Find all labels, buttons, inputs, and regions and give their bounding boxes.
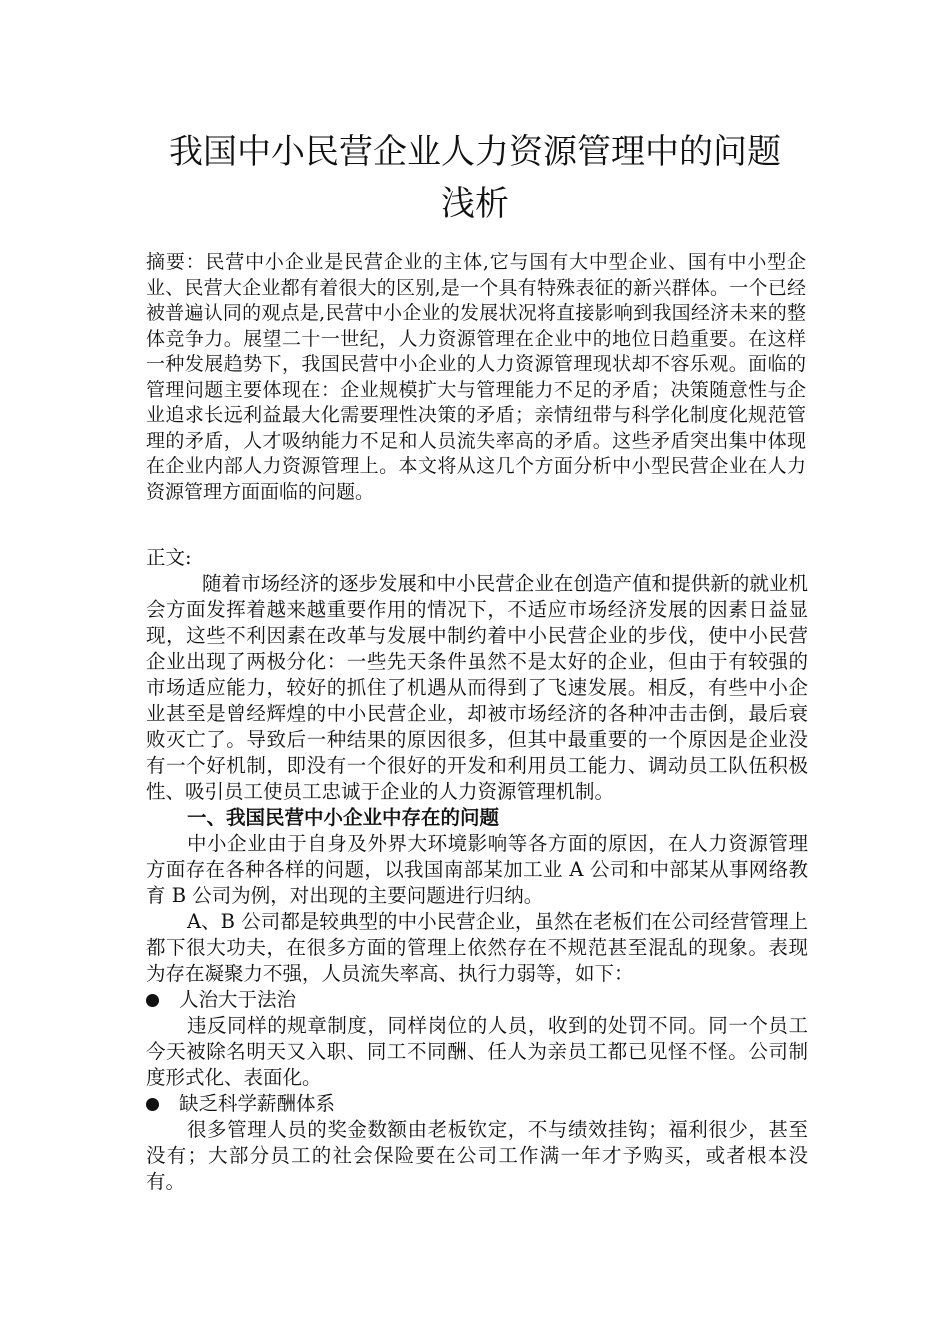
title-line-1: 我国中小民营企业人力资源管理中的问题: [169, 132, 781, 172]
document-title: [120, 126, 830, 230]
title-line-2: 浅析: [441, 184, 509, 224]
section-heading-1: 一、我国民营中小企业中存在的问题: [187, 806, 500, 829]
body-label: 正文:: [146, 546, 192, 569]
section1-paragraph-2: A、B 公司都是较典型的中小民营企业，虽然在老板们在公司经营管理上都下很大功夫，在很多方面的管理上依然存在不规范甚至混乱的现象。表现为存在凝聚力不强，人员流失率高、执行力弱等，如下：: [146, 910, 808, 985]
abstract-paragraph: 摘要：民营中小企业是民营企业的主体,它与国有大中型企业、国有中小型企业、民营大企业都有着很大的区别,是一个具有特殊表征的新兴群体。一个已经被普遍认同的观点是,民营中小企业的发展状况将直接影响到我国经济未来的整体竞争力。展望二十一世纪，人力资源管理在企业中的地位日趋重要。在这样一种发展趋势下，我国民营中小企业的人力资源管理现状却不容乐观。面临的管理问题主要体现在：企业规模扩大与管理能力不足的矛盾；决策随意性与企业追求长远利益最大化需要理性决策的矛盾；亲情纽带与科学化制度化规范管理的矛盾，人才吸纳能力不足和人员流失率高的矛盾。这些矛盾突出集中体现在企业内部人力资源管理上。本文将从这几个方面分析中小型民营企业在人力资源管理方面面临的问题。: [146, 251, 806, 503]
bullet-icon: [146, 1098, 159, 1111]
bullet-item-1: [146, 987, 808, 1013]
bullet-icon: [146, 994, 159, 1007]
section1-paragraph-1: 中小企业由于自身及外界大环境影响等各方面的原因，在人力资源管理方面存在各种各样的问题，以我国南部某加工业 A 公司和中部某从事网络教育 B 公司为例，对出现的主要问题进行归纳。: [146, 832, 808, 907]
bullet-2-title: 缺乏科学薪酬体系: [179, 1092, 336, 1115]
intro-paragraph: 随着市场经济的逐步发展和中小民营企业在创造产值和提供新的就业机会方面发挥着越来越重要作用的情况下，不适应市场经济发展的因素日益显现，这些不利因素在改革与发展中制约着中小民营企业的步伐，使中小民营企业出现了两极分化：一些先天条件虽然不是太好的企业，但由于有较强的市场适应能力，较好的抓住了机遇从而得到了飞速发展。相反，有些中小企业甚至是曾经辉煌的中小民营企业，却被市场经济的各种冲击击倒，最后衰败灭亡了。导致后一种结果的原因很多，但其中最重要的一个原因是企业没有一个好机制，即没有一个很好的开发和利用员工能力、调动员工队伍积极性、吸引员工使员工忠诚于企业的人力资源管理机制。: [146, 572, 808, 803]
bullet-item-2: [146, 1091, 808, 1117]
body-section: [146, 545, 808, 1195]
bullet-1-paragraph: 违反同样的规章制度，同样岗位的人员，收到的处罚不同。同一个员工今天被除名明天又入职、同工不同酬、任人为亲员工都已见怪不怪。公司制度形式化、表面化。: [146, 1014, 808, 1089]
bullet-1-title: 人治大于法治: [179, 988, 297, 1011]
bullet-2-paragraph: 很多管理人员的奖金数额由老板钦定，不与绩效挂钩；福利很少，甚至没有；大部分员工的社会保险要在公司工作满一年才予购买，或者根本没有。: [146, 1118, 808, 1193]
